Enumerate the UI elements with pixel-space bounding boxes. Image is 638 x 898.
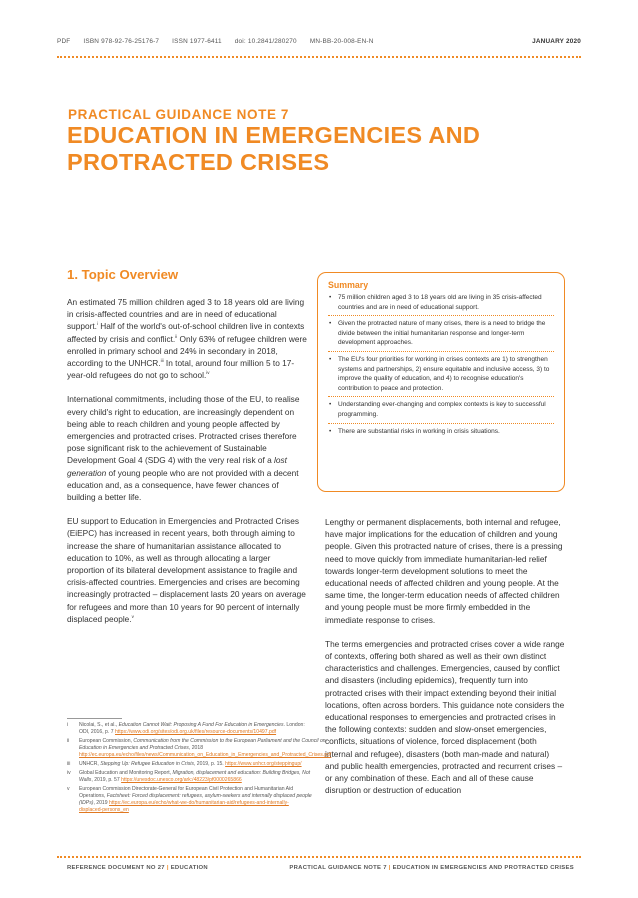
meta-catalogue: MN-BB-20-008-EN-N xyxy=(309,38,374,45)
footer-divider xyxy=(57,856,581,858)
summary-item: • Given the protracted nature of many crises, there is a need to bridge the divide between the initial humanitarian response and longer-term development approaches. xyxy=(328,319,554,352)
footnote: v European Commission Directorate-General for European Civil Protection and Humanitarian Aid Operations, Factsheet: Forced displacement: refugees, asylum-seekers and internally displaced people (IDPs), 2019 https://ec.europa.eu/echo/what-we-do/humanitarian-aid/refugees-and-internally-displaced-persons_en xyxy=(67,786,312,813)
footnote-link[interactable]: https://www.unhcr.org/steppingup/ xyxy=(225,761,302,767)
footnote-rule xyxy=(67,718,122,719)
meta-pdf: PDF xyxy=(57,38,71,45)
paragraph-intro: An estimated 75 million children aged 3 to 18 years old are living in crisis-affected countries and are in need of educational support.$^i$ Half of the world's out-of-school children live in contexts affected by crisis and conflict.$^{ii}$ Only 63% of refugee children were enrolled in primary school and 24% in secondary in 2018, according to the UNHCR.$^{iii}$ In total, around four million 5 to 17-year-old refugees do not go to school.$^{iv}$ xyxy=(67,297,307,381)
summary-box xyxy=(317,272,565,492)
footnote: ii European Commission, Communication from the Commission to the European Parliament and the Council on Education in Emergencies and Protracted Crises, 2018 http://ec.europa.eu/echo/files/news/Communication_on_Education_in_Emergencies_and_Protracted_Crises.pdf xyxy=(67,738,332,758)
paragraph-displacement: Lengthy or permanent displacements, both internal and refugee, have major implications for the education of children and young people. Given this protracted nature of crises, there is a pressing need to move quickly from immediate humanitarian-led relief towards longer-term development solutions to meet the educational needs of affected children and young people. At the same time, the longer-term education needs of affected children and young people must be more firmly embedded in the immediate response to crises. xyxy=(325,517,563,625)
summary-item: • There are substantial risks in working in crisis situations. xyxy=(328,427,554,440)
summary-item: • The EU's four priorities for working in crises contexts are 1) to strengthen systems and partnerships, 2) ensure equitable and inclusive access, 3) to improve the quality of education, and 4) to recognise education's contribution to peace and protection. xyxy=(328,355,554,397)
paragraph-commitments: International commitments, including those of the EU, to realise every child's right to education, are increasingly dependent on being able to reach children and young people affected by emergencies and protracted crises. Protracted crises therefore pose significant risk to the achievement of Sustainable Development Goal 4 (SDG 4) with the very real risk of a lost generation of young people who are not provided with a decent education and, as a consequence, have fewer chances of building a better life. xyxy=(67,394,300,503)
summary-item: • 75 million children aged 3 to 18 years old are living in 35 crisis-affected countries and are in need of educational support. xyxy=(328,293,554,316)
meta-isbn: ISBN 978-92-76-25176-7 xyxy=(83,38,160,45)
meta-identifiers xyxy=(57,38,385,45)
header-divider xyxy=(57,56,581,58)
summary-heading: Summary xyxy=(328,280,369,290)
footnote: i Nicolai, S., et al., Education Cannot Wait: Proposing A Fund For Education in Emergencies. London: ODI, 2016, p. 7 https://www.odi.org/sites/odi.org.uk/files/resource-documents/10497.pdf xyxy=(67,722,305,735)
paragraph-eu-support: EU support to Education in Emergencies and Protracted Crises (EiEPC) has increased in recent years, both through aiming to increase the share of humanitarian assistance allocated to education to 10%, as well as through allocating a larger proportion of its bilateral development assistance to fragile and crisis-affected countries. Emergencies and crises are becoming increasingly protracted – displacement lasts 20 years on average for refugees and more than 10 years for 90 percent of internally displaced people.$^v$ xyxy=(67,516,306,624)
meta-date: JANUARY 2020 xyxy=(532,38,581,45)
footnote-link[interactable]: https://ec.europa.eu/echo/what-we-do/humanitarian-aid/refugees-and-internally-displaced-persons_en xyxy=(79,800,289,813)
guidance-note-kicker: PRACTICAL GUIDANCE NOTE 7 xyxy=(68,107,290,122)
summary-list xyxy=(328,293,554,439)
footnote: iii UNHCR, Stepping Up: Refugee Education in Crisis, 2019, p. 15. https://www.unhcr.org/steppingup/ xyxy=(67,761,302,767)
footer-right: PRACTICAL GUIDANCE NOTE 7 | EDUCATION IN EMERGENCIES AND PROTRACTED CRISES xyxy=(289,865,574,871)
right-column xyxy=(325,516,565,808)
meta-issn: ISSN 1977-6411 xyxy=(172,38,222,45)
meta-doi: doi: 10.2841/280270 xyxy=(234,38,297,45)
left-column xyxy=(67,296,307,637)
footnote-link[interactable]: http://ec.europa.eu/echo/files/news/Communication_on_Education_in_Emergencies_and_Protracted_Crises.pdf xyxy=(79,752,332,758)
footnote-link[interactable]: https://unesdoc.unesco.org/ark:/48223/pf0000265866 xyxy=(121,777,242,783)
footnote-link[interactable]: https://www.odi.org/sites/odi.org.uk/files/resource-documents/10497.pdf xyxy=(114,729,277,735)
page-title: EDUCATION IN EMERGENCIES AND PROTRACTED CRISES xyxy=(67,122,481,175)
publication-meta xyxy=(57,38,581,45)
footnotes xyxy=(67,722,332,816)
section-heading: 1. Topic Overview xyxy=(67,267,179,282)
footnote: iv Global Education and Monitoring Report, Migration, displacement and education: Building Bridges, Not Walls, 2019, p. 57 https://unesdoc.unesco.org/ark:/48223/pf0000265866 xyxy=(67,770,311,783)
paragraph-terms: The terms emergencies and protracted crises cover a wide range of contexts, offering both shared as well as their own distinct characteristics and challenges. Emergencies, caused by conflict and disasters (including epidemics), frequently turn into protracted crises with their impact extending beyond their initial locations, often across borders. This guidance note considers the educational responses to emergencies and protracted crises in the following contexts: sudden and slow-onset emergencies, conflicts, situations of violence, forced displacement (both internal and refugee), disasters (both man-made and natural) and public health emergencies, protracted and recurrent crises – or any combination of these. Each and all of these cause disruption or destruction of education xyxy=(325,638,565,796)
footer-left: REFERENCE DOCUMENT NO 27 | EDUCATION xyxy=(67,865,208,871)
summary-item: • Understanding ever-changing and complex contexts is key to successful programming. xyxy=(328,400,554,423)
